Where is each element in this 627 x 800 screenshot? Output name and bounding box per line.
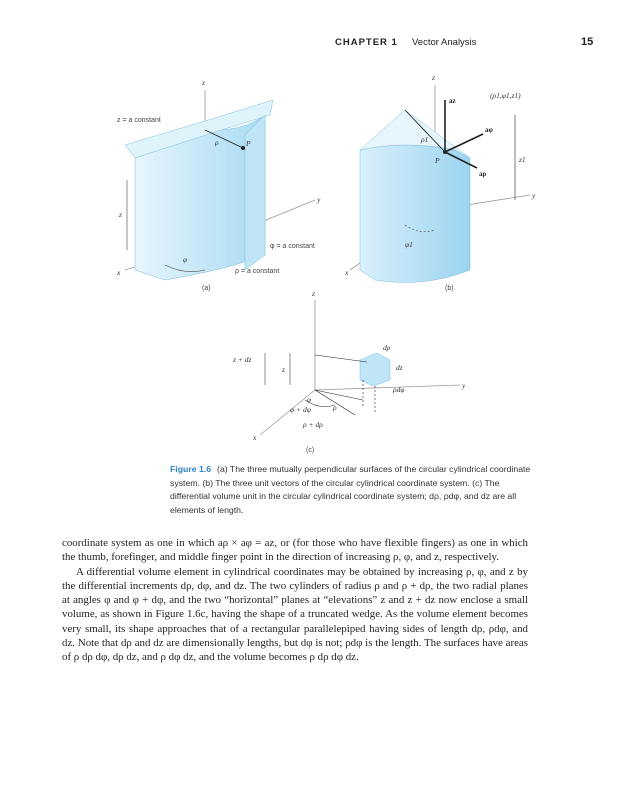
figure-1-6 xyxy=(105,70,555,460)
a-z-const-label: z = a constant xyxy=(117,117,161,124)
b-panel-label: (b) xyxy=(445,285,454,292)
a-phi-label: φ xyxy=(183,255,188,264)
a-rho-label: ρ xyxy=(215,138,219,147)
a-z-axis-label: z xyxy=(202,78,205,87)
c-rho-plus-drho-label: ρ + dρ xyxy=(303,420,323,429)
c-drho-label: dρ xyxy=(383,343,391,352)
c-rho-label: ρ xyxy=(333,403,337,412)
paragraph-1: coordinate system as one in which aρ × aφ = az, or (for those who have flexible fingers) as one in which the thumb, forefinger, and middle finger point in the direction of increasing ρ, φ, and z, respectively. xyxy=(62,537,528,564)
b-x-axis-label: x xyxy=(345,268,349,277)
a-phi-const-label: φ = a constant xyxy=(270,243,315,250)
figure-label: Figure 1.6 xyxy=(170,464,212,474)
panel-b xyxy=(344,73,536,292)
c-z-plus-dz-label: z + dz xyxy=(233,355,252,364)
b-az-label: az xyxy=(449,97,456,105)
chapter-label: CHAPTER 1 xyxy=(335,37,398,48)
a-y-axis-label: y xyxy=(317,195,321,204)
b-cylinder xyxy=(360,145,470,282)
c-dz-label: dz xyxy=(396,363,403,372)
page-number: 15 xyxy=(581,36,594,48)
b-y-axis-label: y xyxy=(532,191,536,200)
b-phi1-label: φ1 xyxy=(405,240,413,249)
caption-text: (a) The three mutually perpendicular surfaces of the circular cylindrical coordinate system. (b) The three unit vectors of the circular cylindrical coordinate system. (c) The differential volume unit in the circular cylindrical coordinate system; dρ, ρdφ, and dz are all elements of length. xyxy=(170,464,531,515)
a-z-height-label: z xyxy=(119,210,122,219)
b-point-coords: (ρ1,φ1,z1) xyxy=(490,91,521,100)
a-P-label: P xyxy=(246,139,251,148)
a-x-axis-label: x xyxy=(117,268,121,277)
c-panel-label: (c) xyxy=(306,447,315,454)
page-header xyxy=(0,37,627,51)
c-phi-label: φ xyxy=(307,395,312,404)
c-z-label: z xyxy=(282,365,285,374)
a-panel-label: (a) xyxy=(202,285,211,292)
c-y-axis xyxy=(315,385,460,390)
figure-caption xyxy=(170,463,538,517)
c-z-axis-label: z xyxy=(312,289,315,298)
b-rho1-label: ρ1 xyxy=(421,135,429,144)
paragraph-2: A differential volume element in cylindrical coordinates may be obtained by increasing ρ, φ, and z by the differential increments dρ, dφ, and dz. The two cylinders of radius ρ and ρ + dρ, the two radial planes at angles φ and φ + dφ, and the two “horizontal” planes at “elevations” z and z + dz now enclose a small volume, as shown in Figure 1.6c, having the shape of a truncated wedge. As the volume element becomes very small, its shape approaches that of a rectangular parallelepiped having sides of length dρ, ρdφ, and dz. Note that dρ and dz are dimensionally lengths, but dφ is not; ρdφ is the length. The surfaces have areas of ρ dρ dφ, dρ dz, and ρ dφ dz, and the volume becomes ρ dρ dφ dz. xyxy=(62,565,528,664)
c-volume-element xyxy=(360,353,390,386)
body-text xyxy=(62,536,528,665)
b-aphi-label: aφ xyxy=(485,126,493,134)
c-rho-dphi-label: ρdφ xyxy=(393,385,405,394)
a-rho-const-label: ρ = a constant xyxy=(235,268,280,275)
c-y-axis-label: y xyxy=(462,381,466,390)
b-z1-label: z1 xyxy=(519,155,526,164)
b-P-label: P xyxy=(435,156,440,165)
c-phi-plus-dphi-label: φ + dφ xyxy=(290,405,311,414)
c-x-axis-label: x xyxy=(253,433,257,442)
chapter-title: Vector Analysis xyxy=(412,37,477,48)
b-z-axis-label: z xyxy=(432,73,435,82)
panel-a xyxy=(116,78,321,292)
panel-c xyxy=(232,289,466,454)
b-arho-label: aρ xyxy=(479,170,487,178)
